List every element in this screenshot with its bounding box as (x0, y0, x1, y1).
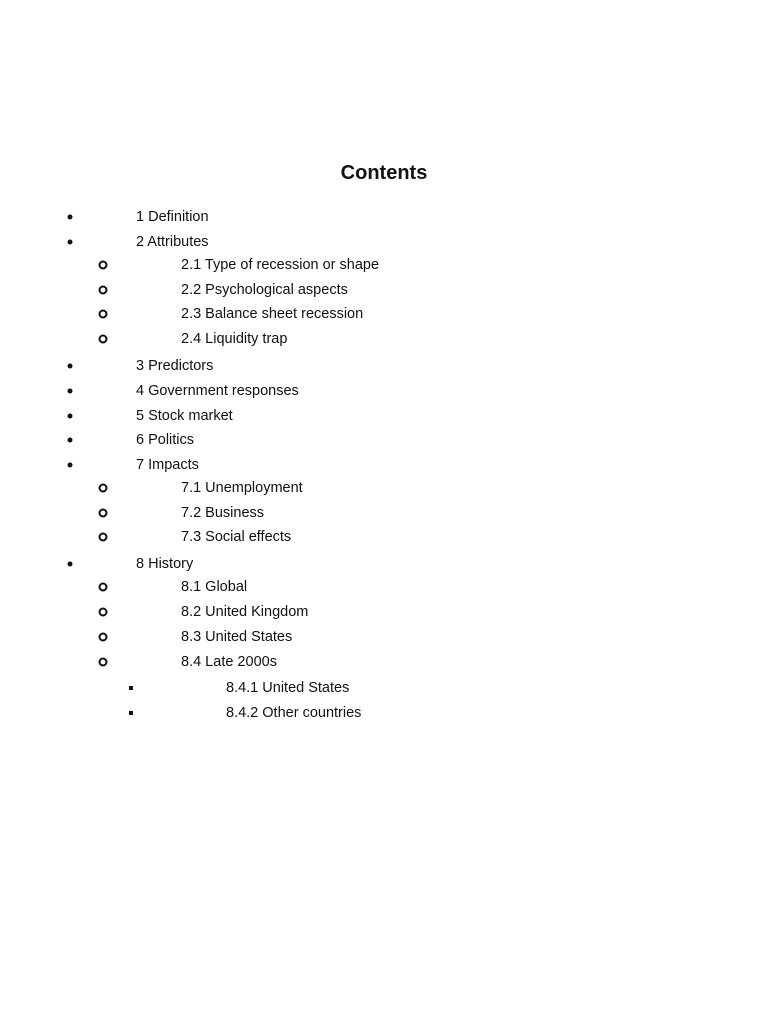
bullet-disc-icon (68, 215, 73, 220)
bullet-circle-icon (99, 335, 108, 344)
toc-item-label: 8.1 Global (181, 579, 248, 595)
bullet-circle-icon (99, 608, 108, 617)
toc-item-label: 4 Government responses (136, 383, 299, 399)
toc-item-label: 7.3 Social effects (181, 529, 292, 545)
page-title: Contents (340, 162, 428, 184)
bullet-circle-icon (99, 509, 108, 518)
toc-item-label: 7.1 Unemployment (181, 480, 303, 496)
bullet-circle-icon (99, 633, 108, 642)
toc-item-label: 8 History (136, 556, 194, 572)
bullet-disc-icon (68, 562, 73, 567)
bullet-disc-icon (68, 414, 73, 419)
bullet-circle-icon (99, 261, 108, 270)
toc-item-label: 8.2 United Kingdom (181, 604, 309, 620)
bullet-square-icon (129, 711, 133, 715)
bullet-square-icon (129, 686, 133, 690)
bullet-circle-icon (99, 658, 108, 667)
bullet-disc-icon (68, 463, 73, 468)
bullet-circle-icon (99, 286, 108, 295)
toc-item-label: 2.1 Type of recession or shape (181, 257, 380, 273)
toc-item-label: 5 Stock market (136, 408, 233, 424)
toc-item-label: 2.4 Liquidity trap (181, 331, 288, 347)
bullet-circle-icon (99, 583, 108, 592)
toc-item-label: 1 Definition (136, 209, 209, 225)
toc-item-label: 6 Politics (136, 432, 195, 448)
bullet-circle-icon (99, 310, 108, 319)
toc-item-label: 8.4.2 Other countries (226, 705, 362, 721)
bullet-disc-icon (68, 240, 73, 245)
toc-item-label: 8.4 Late 2000s (181, 654, 277, 670)
bullet-disc-icon (68, 389, 73, 394)
toc-item-label: 7 Impacts (136, 457, 199, 473)
toc-item-label: 2.2 Psychological aspects (181, 282, 348, 298)
bullet-circle-icon (99, 533, 108, 542)
toc-item-label: 2 Attributes (136, 234, 209, 250)
bullet-circle-icon (99, 484, 108, 493)
toc-item-label: 3 Predictors (136, 358, 214, 374)
toc-item-label: 8.3 United States (181, 629, 293, 645)
toc-item-label: 2.3 Balance sheet recession (181, 306, 364, 322)
bullet-disc-icon (68, 438, 73, 443)
toc-item-label: 8.4.1 United States (226, 680, 350, 696)
bullet-disc-icon (68, 364, 73, 369)
toc-item-label: 7.2 Business (181, 505, 265, 521)
